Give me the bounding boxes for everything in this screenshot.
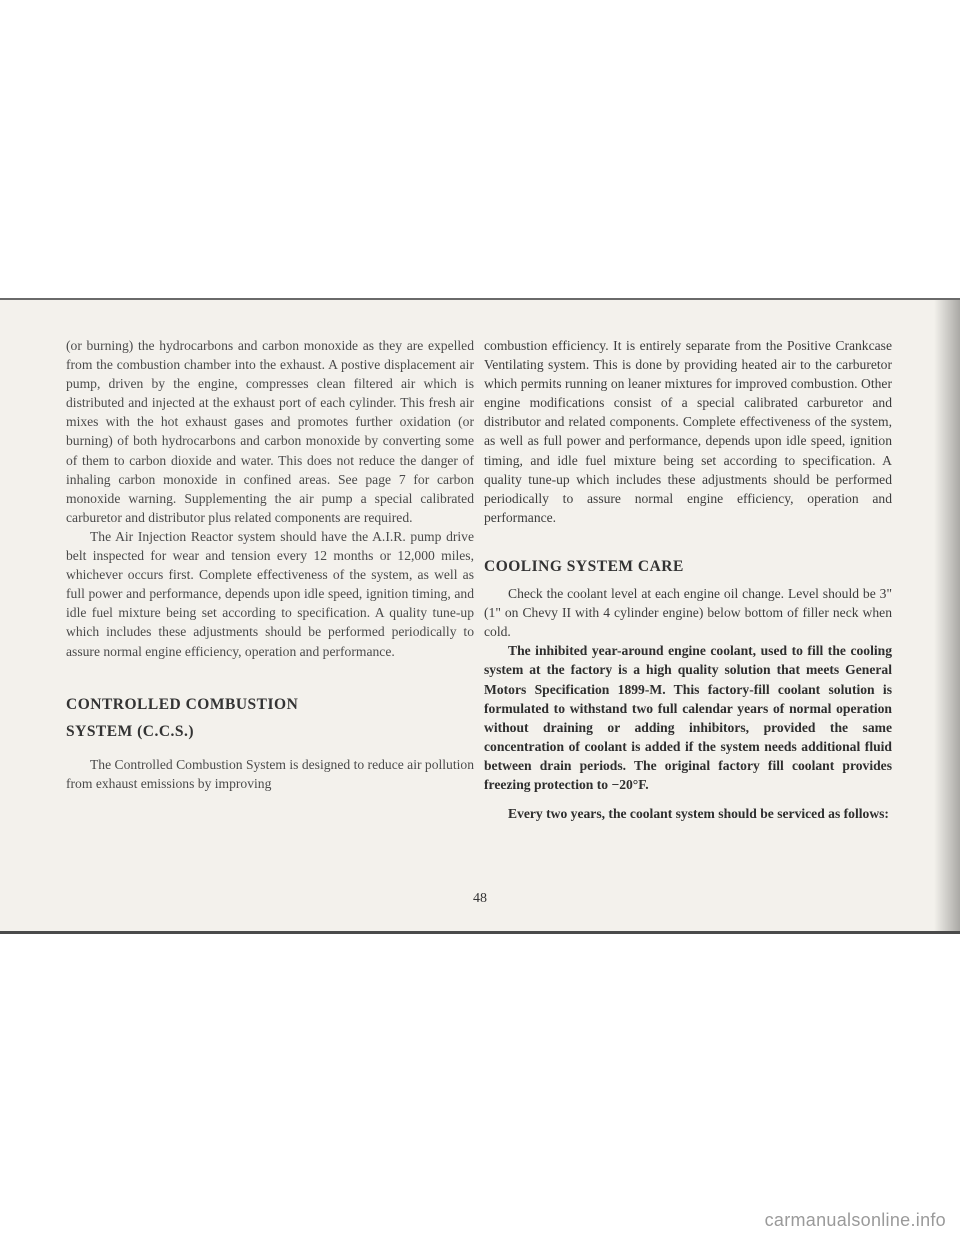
right-column	[484, 336, 892, 823]
section-heading-cooling: COOLING SYSTEM CARE	[484, 557, 684, 575]
left-paragraph-1: (or burning) the hydrocarbons and carbon monoxide as they are expelled from the combustion chamber into the exhaust. A postive displacement air pump, driven by the engine, compresses clean filtered air which is distributed and injected at the exhaust port of each cylinder. This fresh air mixes with the hot exhaust gases and promotes further oxidation (or burning) of both hydrocarbons and carbon monoxide by converting some of them to carbon dioxide and water. This does not reduce the danger of inhaling carbon monoxide in confined areas. See page 7 for carbon monoxide warning. Supplementing the air pump a special calibrated carburetor and distributor plus related components are required.	[66, 338, 474, 525]
watermark: carmanualsonline.info	[764, 1210, 946, 1230]
right-paragraph-3: The inhibited year-around engine coolant, used to fill the cooling system at the factory is a high quality solution that meets General Motors Specification 1899-M. This factory-fill coolant solution is formulated to withstand two full calendar years of normal operation without draining or adding inhibitors, provided the same concentration of coolant is added if the system needs additional fluid between drain periods. The original factory fill coolant provides freezing protection to −20°F.	[484, 643, 892, 792]
section-heading-ccs-line1: CONTROLLED COMBUSTION	[66, 695, 299, 713]
right-paragraph-4: Every two years, the coolant system should be serviced as follows:	[508, 806, 889, 822]
page-number: 48	[473, 891, 487, 906]
manual-page	[0, 298, 960, 934]
left-column	[66, 336, 474, 793]
left-paragraph-3: The Controlled Combustion System is designed to reduce air pollution from exhaust emissions by improving	[66, 756, 474, 791]
right-paragraph-2: Check the coolant level at each engine oil change. Level should be 3" (1" on Chevy II with 4 cylinder engine) below bottom of filler neck when cold.	[484, 586, 892, 640]
section-heading-ccs-line2: SYSTEM (C.C.S.)	[66, 722, 195, 740]
binding-shadow	[934, 300, 960, 931]
left-paragraph-2: The Air Injection Reactor system should have the A.I.R. pump drive belt inspected for wear and tension every 12 months or 12,000 miles, whichever occurs first. Complete effectiveness of the system, as well as full power and performance, depends upon idle speed, ignition timing, and idle fuel mixture being set according to specification. A quality tune-up which includes these adjustments should be performed periodically to assure normal engine efficiency, operation and performance.	[66, 528, 474, 659]
right-paragraph-1: combustion efficiency. It is entirely separate from the Positive Crankcase Ventilating system. This is done by providing heated air to the carburetor which permits running on leaner mixtures for improved combustion. Other engine modifications consist of a special calibrated carburetor and distributor and related components. Complete effectiveness of the system, as well as full power and performance, depends upon idle speed, ignition timing, and idle fuel mixture being set according to specification. A quality tune-up which includes these adjustments should be performed periodically to assure normal engine efficiency, operation and performance.	[484, 338, 892, 525]
